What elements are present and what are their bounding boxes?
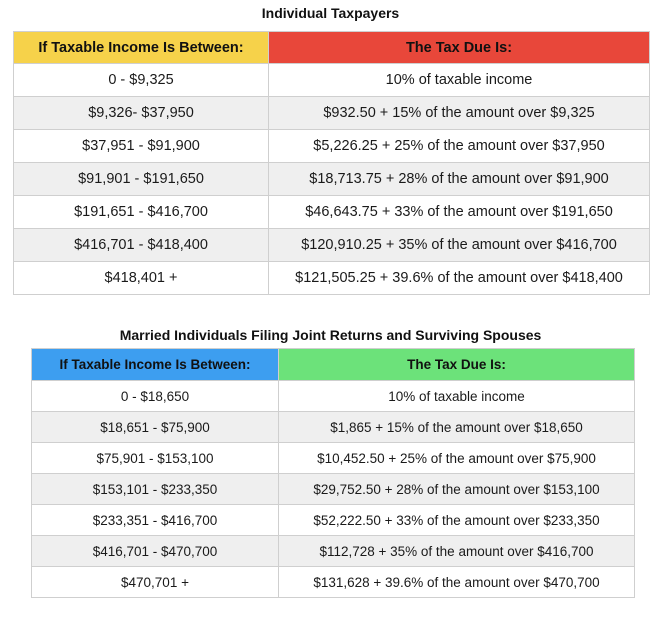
tax-due-cell: $18,713.75 + 28% of the amount over $91,900 [269,163,650,196]
income-range-cell: $416,701 - $418,400 [14,229,269,262]
tax-due-cell: $29,752.50 + 28% of the amount over $153,100 [279,474,635,505]
table-row [32,412,635,443]
table-header-row [32,349,635,381]
table-row [14,262,650,295]
table-row [32,474,635,505]
income-range-cell: $191,651 - $416,700 [14,196,269,229]
tax-due-cell: $112,728 + 35% of the amount over $416,700 [279,536,635,567]
tax-due-header: The Tax Due Is: [279,349,635,381]
tax-due-cell: $10,452.50 + 25% of the amount over $75,900 [279,443,635,474]
tax-due-cell: $52,222.50 + 33% of the amount over $233,350 [279,505,635,536]
tax-due-cell: 10% of taxable income [269,64,650,97]
individual-taxpayers-title: Individual Taxpayers [261,5,400,21]
tax-due-cell: $131,628 + 39.6% of the amount over $470,700 [279,567,635,598]
table-row [32,505,635,536]
tax-due-cell: $1,865 + 15% of the amount over $18,650 [279,412,635,443]
married-joint-tax-table [31,348,635,598]
income-range-cell: $9,326- $37,950 [14,97,269,130]
income-range-header: If Taxable Income Is Between: [14,32,269,64]
income-range-cell: $75,901 - $153,100 [32,443,279,474]
tax-due-header: The Tax Due Is: [269,32,650,64]
table-row [14,64,650,97]
income-range-cell: $91,901 - $191,650 [14,163,269,196]
income-range-cell: 0 - $18,650 [32,381,279,412]
tax-due-cell: $121,505.25 + 39.6% of the amount over $418,400 [269,262,650,295]
tax-due-cell: $932.50 + 15% of the amount over $9,325 [269,97,650,130]
table-row [14,97,650,130]
table-row [32,567,635,598]
table-row [32,381,635,412]
table-header-row [14,32,650,64]
income-range-cell: $233,351 - $416,700 [32,505,279,536]
tax-due-cell: $120,910.25 + 35% of the amount over $416,700 [269,229,650,262]
tax-due-cell: $5,226.25 + 25% of the amount over $37,950 [269,130,650,163]
income-range-cell: 0 - $9,325 [14,64,269,97]
income-range-cell: $470,701 + [32,567,279,598]
table-row [32,536,635,567]
table-row [14,229,650,262]
income-range-header: If Taxable Income Is Between: [32,349,279,381]
table-row [32,443,635,474]
table-row [14,130,650,163]
income-range-cell: $37,951 - $91,900 [14,130,269,163]
income-range-cell: $153,101 - $233,350 [32,474,279,505]
tax-due-cell: $46,643.75 + 33% of the amount over $191,650 [269,196,650,229]
individual-tax-table [13,31,650,295]
table-row [14,196,650,229]
income-range-cell: $416,701 - $470,700 [32,536,279,567]
married-joint-title: Married Individuals Filing Joint Returns and Surviving Spouses [119,327,542,343]
income-range-cell: $18,651 - $75,900 [32,412,279,443]
table-row [14,163,650,196]
income-range-cell: $418,401 + [14,262,269,295]
tax-due-cell: 10% of taxable income [279,381,635,412]
